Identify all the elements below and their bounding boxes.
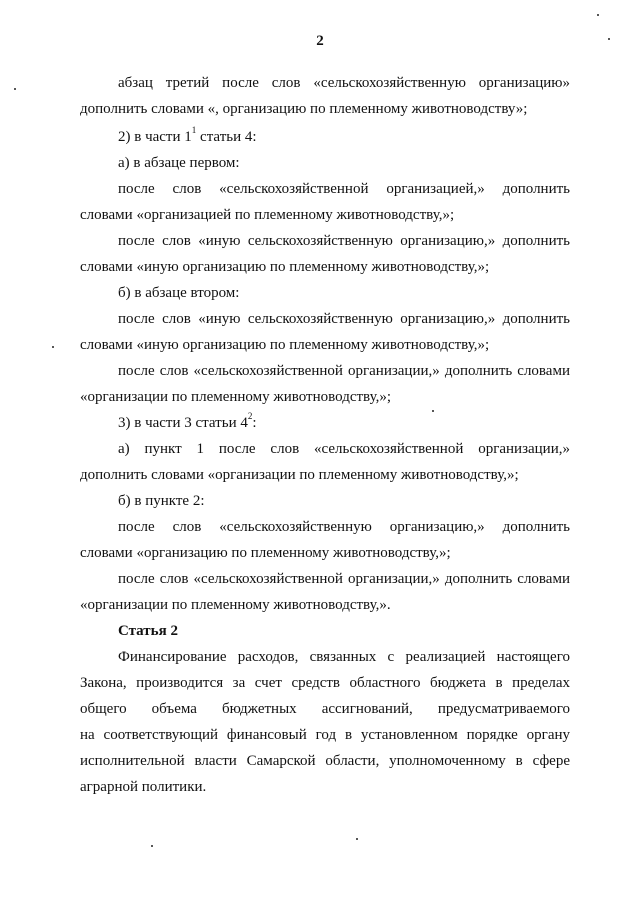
- paragraph-7-line-2: словами «иную организацию по племенному животноводству,»;: [80, 337, 490, 353]
- list-item-3-text: 3) в части 3 статьи 4: [118, 415, 248, 431]
- article-line-5: исполнительной власти Самарской области, уполномоченному в сфере: [80, 753, 570, 769]
- subitem-b-second-paragraph: б) в абзаце втором:: [118, 285, 240, 301]
- paragraph-7-line-1: после слов «иную сельскохозяйственную организацию,» дополнить: [118, 311, 570, 327]
- list-item-2-tail: статьи 4:: [196, 129, 257, 145]
- paragraph-4-line-1: после слов «сельскохозяйственной организацией,» дополнить: [118, 181, 570, 197]
- paragraph-1-line-2: дополнить словами «, организацию по племенному животноводству»;: [80, 101, 528, 117]
- paragraph-5-line-2: словами «иную организацию по племенному животноводству,»;: [80, 259, 490, 275]
- scan-speck: [52, 346, 54, 348]
- article-line-6: аграрной политики.: [80, 779, 207, 795]
- paragraph-13-line-1: после слов «сельскохозяйственной организации,» дополнить словами: [118, 571, 570, 587]
- scan-speck: [608, 38, 610, 40]
- paragraph-12-line-2: словами «организацию по племенному животноводству,»;: [80, 545, 451, 561]
- paragraph-8-line-2: «организации по племенному животноводству,»;: [80, 389, 392, 405]
- list-item-2: [80, 124, 570, 150]
- superscript-1: 1: [191, 125, 197, 135]
- subitem-b-point-2: б) в пункте 2:: [118, 493, 205, 509]
- scan-speck: [432, 410, 434, 412]
- list-item-3-tail: :: [252, 415, 257, 431]
- article-line-1: Финансирование расходов, связанных с реализацией настоящего: [118, 649, 570, 665]
- document-body: [80, 70, 570, 800]
- scan-speck: [356, 838, 358, 840]
- paragraph-13-line-2: «организации по племенному животноводству,».: [80, 597, 391, 613]
- paragraph-1-line-1: абзац третий после слов «сельскохозяйственную организацию»: [118, 75, 570, 91]
- article-line-2: Закона, производится за счет средств областного бюджета в пределах: [80, 675, 570, 691]
- page-number: 2: [316, 33, 324, 49]
- article-line-3: общего объема бюджетных ассигнований, предусматриваемого: [80, 701, 570, 717]
- scan-speck: [151, 845, 153, 847]
- article-line-4: на соответствующий финансовый год в установленном порядке органу: [80, 727, 570, 743]
- paragraph-10-line-2: дополнить словами «организации по племенному животноводству,»;: [80, 467, 519, 483]
- scan-speck: [14, 88, 16, 90]
- list-item-3: [80, 410, 570, 436]
- paragraph-10-line-1: а) пункт 1 после слов «сельскохозяйственной организации,»: [118, 441, 570, 457]
- paragraph-12-line-1: после слов «сельскохозяйственную организацию,» дополнить: [118, 519, 570, 535]
- paragraph-5-line-1: после слов «иную сельскохозяйственную организацию,» дополнить: [118, 233, 570, 249]
- superscript-2: 2: [247, 411, 253, 421]
- scan-speck: [597, 14, 599, 16]
- paragraph-8-line-1: после слов «сельскохозяйственной организации,» дополнить словами: [118, 363, 570, 379]
- paragraph-4-line-2: словами «организацией по племенному животноводству,»;: [80, 207, 455, 223]
- subitem-a-first-paragraph: а) в абзаце первом:: [118, 155, 240, 171]
- list-item-2-text: 2) в части 1: [118, 129, 192, 145]
- article-heading: Статья 2: [118, 623, 178, 639]
